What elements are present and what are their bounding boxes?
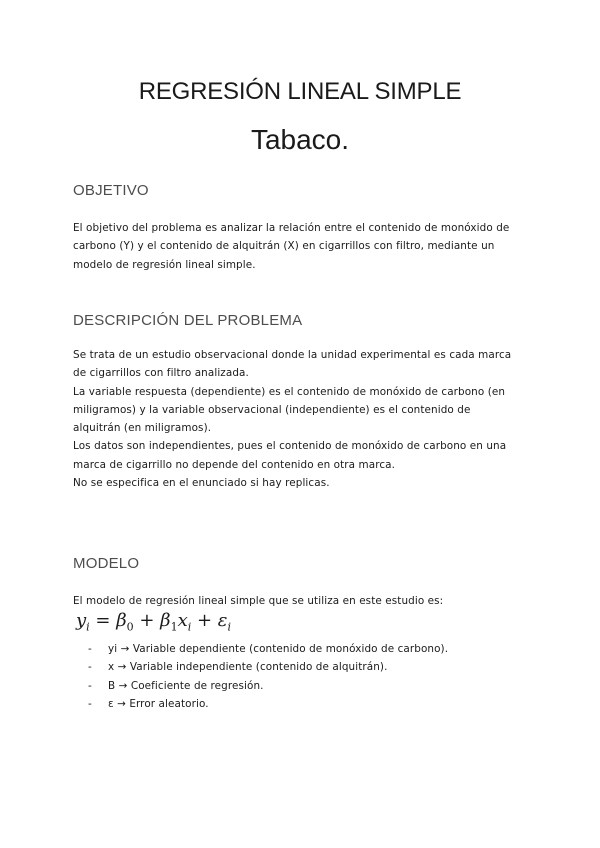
- paragraph-line: Se trata de un estudio observacional donde la unidad experimental es cada marca: [73, 349, 512, 361]
- bullet-dash: -: [88, 697, 92, 710]
- section-heading-modelo: MODELO: [73, 555, 140, 572]
- section-heading-descripcion: DESCRIPCIÓN DEL PROBLEMA: [73, 312, 303, 329]
- formula-plus: +: [133, 610, 161, 631]
- list-item-text: Β → Coeficiente de regresión.: [108, 679, 264, 692]
- list-item: [88, 640, 448, 658]
- list-item: [88, 658, 448, 676]
- paragraph-line: miligramos) y la variable observacional (independiente) es el contenido de: [73, 403, 471, 416]
- paragraph-line: de cigarrillos con filtro analizada.: [73, 367, 249, 380]
- paragraph-line: marca de cigarrillo no depende del contenido en otra marca.: [73, 458, 396, 471]
- paragraph-line: No se especifica en el enunciado si hay replicas.: [73, 477, 330, 490]
- paragraph-line: El objetivo del problema es analizar la relación entre el contenido de monóxido de: [73, 222, 510, 234]
- formula-beta0: β: [116, 610, 127, 631]
- formula-x: x: [177, 610, 188, 631]
- formula-y: y: [76, 610, 87, 631]
- list-item-text: yi → Variable dependiente (contenido de monóxido de carbono).: [108, 643, 449, 655]
- regression-formula: [76, 610, 231, 634]
- document-subtitle: Tabaco.: [250, 124, 350, 155]
- formula-beta1: β: [160, 610, 171, 631]
- paragraph-line: modelo de regresión lineal simple.: [73, 258, 256, 271]
- formula-beta0-sub: 0: [126, 620, 134, 634]
- list-item: [88, 695, 448, 713]
- formula-epsilon: ε: [217, 610, 228, 631]
- paragraph-line: La variable respuesta (dependiente) es el contenido de monóxido de carbono (en: [73, 385, 506, 398]
- paragraph-line: alquitrán (en miligramos).: [73, 422, 212, 435]
- list-item: [88, 677, 448, 695]
- variables-list: [88, 640, 448, 713]
- formula-beta1-sub: 1: [170, 620, 178, 634]
- paragraph-line: carbono (Y) y el contenido de alquitrán (X) en cigarrillos con filtro, mediante un: [73, 240, 495, 253]
- list-item-text: ε → Error aleatorio.: [108, 697, 209, 710]
- formula-y-sub: i: [86, 620, 90, 634]
- bullet-dash: -: [88, 679, 92, 692]
- bullet-dash: -: [88, 643, 92, 655]
- paragraph-line: Los datos son independientes, pues el contenido de monóxido de carbono en una: [73, 440, 507, 453]
- bullet-dash: -: [88, 661, 92, 674]
- formula-epsilon-sub: i: [227, 620, 231, 634]
- list-item-text: x → Variable independiente (contenido de alquitrán).: [108, 661, 388, 674]
- section-heading-objetivo: OBJETIVO: [73, 182, 149, 199]
- descripcion-paragraph: [73, 346, 533, 492]
- paragraph-line: El modelo de regresión lineal simple que se utiliza en este estudio es:: [73, 595, 444, 607]
- formula-equals: =: [89, 610, 117, 631]
- formula-x-sub: i: [187, 620, 192, 634]
- modelo-intro: [73, 592, 533, 610]
- objetivo-paragraph: [73, 219, 533, 274]
- formula-plus: +: [191, 610, 218, 631]
- document-title: REGRESIÓN LINEAL SIMPLE: [138, 78, 462, 105]
